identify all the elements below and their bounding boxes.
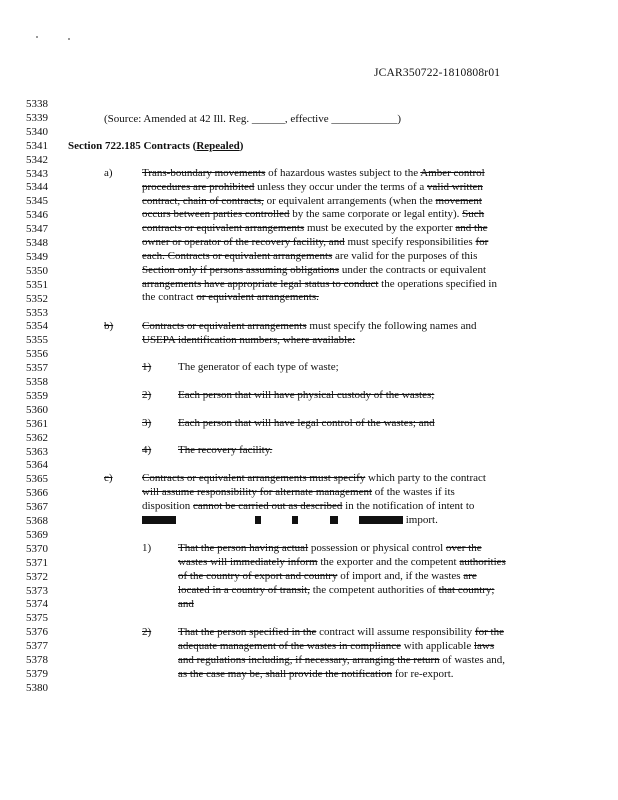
line-number: 5380 [26, 681, 48, 694]
list-item-line: of the country of export and country of import and, if the wastes are [178, 570, 477, 582]
subsection-c-label: c) [104, 472, 113, 484]
line-number: 5369 [26, 528, 48, 541]
list-item: Each person that will have physical custody of the wastes; [178, 389, 435, 401]
list-item-line: located in a country of transit, the competent authorities of that country; [178, 584, 495, 596]
redaction-mark [142, 516, 176, 524]
line-number: 5348 [26, 237, 48, 249]
subsection-c-line: will assume responsibility for alternate management of the wastes if its [142, 486, 455, 498]
subsection-a-line: contracts or equivalent arrangements must be executed by the exporter and the [142, 222, 488, 234]
subsection-a-line: procedures are prohibited unless they occur under the terms of a valid written [142, 181, 483, 193]
subsection-a-label: a) [104, 167, 113, 179]
line-number: 5376 [26, 626, 48, 639]
line-number: 5375 [26, 612, 48, 625]
line-number: 5340 [26, 125, 48, 138]
line-number: 5362 [26, 431, 48, 444]
line-number: 5374 [26, 598, 48, 611]
line-number: 5355 [26, 334, 48, 347]
line-number: 5339 [26, 111, 48, 124]
line-number: 5358 [26, 376, 48, 388]
list-item-line: and [178, 598, 194, 610]
list-item-line: That the person having actual possession or physical control over the [178, 542, 482, 554]
line-number: 5367 [26, 501, 48, 514]
line-number: 5345 [26, 195, 48, 208]
redaction-mark [330, 516, 338, 524]
line-number: 5371 [26, 556, 48, 569]
subsection-a-line: owner or operator of the recovery facility, and must specify responsibilities for [142, 236, 489, 248]
list-item-line: as the case may be, shall provide the notification for re-export. [178, 668, 454, 680]
line-number: 5343 [26, 167, 48, 180]
line-number: 5346 [26, 209, 48, 222]
subsection-b-line: USEPA identification numbers, where available: [142, 334, 356, 346]
document-id: JCAR350722-1810808r01 [374, 67, 501, 79]
line-number: 5344 [26, 181, 48, 194]
list-number: 2) [142, 626, 152, 638]
subsection-a-line: contract, chain of contracts, or equivalent arrangements (when the movement [142, 195, 482, 207]
source-note: (Source: Amended at 42 Ill. Reg. ______, effective ____________) [104, 113, 402, 125]
line-number: 5351 [26, 278, 48, 291]
line-number: 5364 [26, 459, 48, 472]
subsection-c-line: disposition cannot be carried out as described in the notification of intent to [142, 500, 475, 512]
line-number: 5370 [26, 542, 48, 555]
subsection-b-label: b) [104, 320, 114, 332]
list-number: 1) [142, 542, 152, 554]
section-title: Section 722.185 Contracts ( [68, 140, 197, 152]
line-number: 5379 [26, 667, 48, 680]
line-number: 5377 [26, 640, 48, 653]
line-number: 5342 [26, 153, 48, 166]
list-item: The recovery facility. [178, 444, 273, 456]
line-number: 5365 [26, 473, 48, 486]
line-number: 5354 [26, 320, 48, 333]
subsection-a-line: the contract or equivalent arrangements. [142, 291, 319, 303]
line-number: 5353 [26, 306, 48, 319]
list-number: 3) [142, 417, 152, 429]
line-number: 5338 [26, 98, 48, 110]
list-item: Each person that will have legal control of the wastes; and [178, 417, 435, 429]
line-number: 5352 [26, 292, 48, 305]
line-number: 5341 [26, 139, 48, 152]
subsection-a-line: Section only if persons assuming obligations under the contracts or equivalent [142, 264, 486, 276]
subsection-a-line: occurs between parties controlled by the same corporate or legal entity). Such [142, 208, 485, 220]
subsection-c-import: import. [405, 514, 438, 526]
line-number: 5357 [26, 362, 48, 375]
line-number: 5366 [26, 487, 48, 500]
repealed-label: Repealed [196, 140, 240, 152]
subsection-b-line: Contracts or equivalent arrangements must specify the following names and [142, 320, 477, 332]
line-number: 5360 [26, 403, 48, 416]
list-item: The generator of each type of waste; [178, 361, 339, 373]
list-item-line: adequate management of the wastes in compliance with applicable laws [178, 640, 495, 652]
line-number: 5363 [26, 445, 48, 458]
subsection-c-line [142, 514, 438, 526]
list-number: 1) [142, 361, 152, 373]
list-number: 2) [142, 389, 152, 401]
subsection-a-line: each. Contracts or equivalent arrangements are valid for the purposes of this [142, 250, 478, 262]
line-number: 5359 [26, 389, 48, 402]
line-number: 5349 [26, 250, 48, 263]
line-number: 5372 [26, 570, 48, 583]
line-number: 5368 [26, 515, 48, 527]
redaction-mark [359, 516, 403, 524]
scan-speck [36, 36, 38, 38]
line-number: 5356 [26, 348, 48, 361]
section-close: ) [239, 140, 244, 152]
line-number: 5378 [26, 654, 48, 666]
list-number: 4) [142, 444, 152, 456]
list-item-line: wastes will immediately inform the exporter and the competent authorities [178, 556, 506, 568]
line-number: 5373 [26, 584, 48, 597]
scan-speck [68, 38, 70, 40]
line-number: 5361 [26, 417, 48, 430]
redaction-mark [292, 516, 298, 524]
list-item-line: That the person specified in the contract will assume responsibility for the [178, 626, 504, 638]
list-item-line: and regulations including, if necessary, arranging the return of wastes and, [178, 654, 506, 666]
redaction-mark [255, 516, 261, 524]
section-heading [68, 140, 243, 152]
line-number: 5347 [26, 223, 48, 236]
subsection-a-line: arrangements have appropriate legal status to conduct the operations specified in [142, 278, 497, 290]
subsection-c-line: Contracts or equivalent arrangements must specify which party to the contract [142, 472, 486, 484]
subsection-a-line: Trans-boundary movements of hazardous wastes subject to the Amber control [142, 167, 485, 179]
line-number: 5350 [26, 264, 48, 277]
